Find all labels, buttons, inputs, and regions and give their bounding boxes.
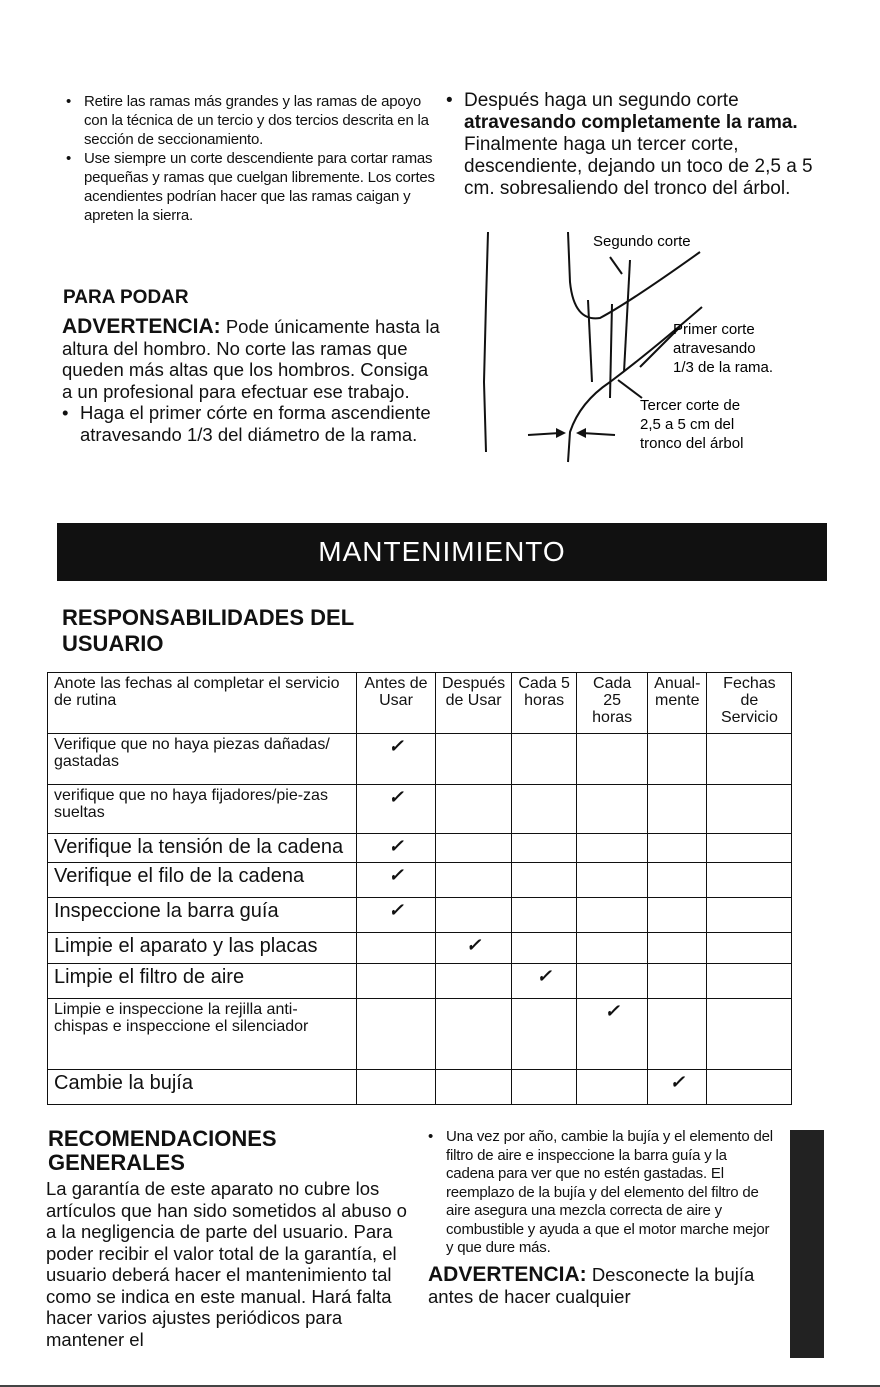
header-yearly: Anual-mente	[648, 673, 707, 734]
check-mark-cell	[357, 898, 436, 933]
heading-line-1: RESPONSABILIDADES DEL	[62, 605, 355, 630]
table-header-row	[48, 673, 792, 734]
empty-cell	[648, 933, 707, 964]
empty-cell	[707, 1070, 792, 1105]
empty-cell	[512, 1070, 577, 1105]
empty-cell	[707, 933, 792, 964]
warranty-paragraph: La garantía de este aparato no cubre los artículos que han sido sometidos al abuso o a la negligencia de parte del usuario. Para poder recibir el valor total de la garantía, el usuario deberá hacer el mantenimiento tal como se indica en este manual. Hará falta hacer varios ajustes periódicos para mantener el	[46, 1178, 407, 1350]
second-cut-line	[624, 260, 630, 372]
table-row	[48, 999, 792, 1070]
task-cell: Verifique el filo de la cadena	[48, 863, 357, 898]
bottom-right-column	[428, 1128, 773, 1308]
check-mark-cell	[357, 863, 436, 898]
check-mark-cell	[357, 785, 436, 834]
empty-cell	[648, 898, 707, 933]
check-mark-cell	[357, 734, 436, 785]
label-third-cut-1: Tercer corte de	[640, 397, 741, 414]
check-mark-cell	[577, 999, 648, 1070]
task-cell: Verifique la tensión de la cadena	[48, 834, 357, 863]
header-service-dates: Fechas de Servicio	[707, 673, 792, 734]
empty-cell	[707, 863, 792, 898]
task-cell: Limpie el filtro de aire	[48, 964, 357, 999]
arrow-right-shaft	[582, 433, 615, 435]
empty-cell	[648, 834, 707, 863]
empty-cell	[512, 834, 577, 863]
empty-cell	[357, 999, 436, 1070]
empty-cell	[577, 863, 648, 898]
second-cut-pointer	[610, 257, 622, 274]
disconnect-warning	[428, 1264, 773, 1308]
empty-cell	[436, 999, 512, 1070]
empty-cell	[357, 933, 436, 964]
empty-cell	[512, 734, 577, 785]
task-cell: Verifique que no haya piezas dañadas/ gastadas	[48, 734, 357, 785]
arrow-left-head	[556, 428, 566, 438]
warning-text: Pode únicamente hasta la altura del hombro. No corte las ramas que queden más altas que los hombros. Consiga a un profesional para efectuar ese trabajo.	[62, 316, 440, 402]
check-mark-icon: ✓	[466, 935, 482, 955]
header-before-use: Antes de Usar	[357, 673, 436, 734]
second-cut-paragraph	[446, 90, 814, 200]
table-row	[48, 863, 792, 898]
empty-cell	[707, 834, 792, 863]
arrow-left-shaft	[528, 433, 560, 435]
header-every-25h: Cada 25 horas	[577, 673, 648, 734]
label-third-cut-2: 2,5 a 5 cm del	[640, 416, 735, 433]
user-responsibilities-heading	[62, 605, 462, 657]
bullet-remove-branches: • Retire las ramas más grandes y las ramas de apoyo con la técnica de un tercio y dos tercios descrita en la sección de seccionamiento.	[66, 92, 436, 149]
empty-cell	[577, 734, 648, 785]
empty-cell	[512, 999, 577, 1070]
empty-cell	[357, 964, 436, 999]
maintenance-banner	[57, 523, 827, 581]
empty-cell	[436, 898, 512, 933]
check-mark-cell	[512, 964, 577, 999]
empty-cell	[707, 898, 792, 933]
bullet-yearly-replace: • Una vez por año, cambie la bujía y el elemento del filtro de aire e inspeccione la barra guía y la cadena para ver que no estén gastadas. El reemplazo de la bujía y del elemento del filtro de aire asegura una mezcla correcta de aire y combustible y ayuda a que el motor marche mejor y que dure más.	[428, 1128, 773, 1258]
empty-cell	[648, 964, 707, 999]
side-thumb-tab	[790, 1130, 824, 1358]
empty-cell	[436, 863, 512, 898]
empty-cell	[436, 964, 512, 999]
warning-label-2: ADVERTENCIA:	[428, 1262, 587, 1286]
pruning-heading: PARA PODAR	[63, 287, 189, 308]
maintenance-schedule-table	[47, 672, 792, 1105]
empty-cell	[512, 785, 577, 834]
table-row	[48, 964, 792, 999]
third-cut-line	[610, 304, 612, 398]
check-mark-icon: ✓	[388, 787, 404, 807]
empty-cell	[436, 734, 512, 785]
empty-cell	[707, 964, 792, 999]
label-third-cut-3: tronco del árbol	[640, 435, 744, 452]
cutting-diagram	[470, 222, 800, 467]
check-mark-icon: ✓	[536, 966, 552, 986]
pruning-warning	[62, 316, 442, 402]
empty-cell	[648, 999, 707, 1070]
label-first-cut-1: Primer corte	[673, 321, 755, 338]
empty-cell	[577, 898, 648, 933]
table-body	[48, 734, 792, 1105]
label-first-cut-2: atravesando	[673, 340, 756, 357]
bullet-first-cut: • Haga el primer córte en forma ascendiente atravesando 1/3 del diámetro de la rama.	[62, 402, 442, 445]
pruning-section	[62, 316, 442, 445]
general-recommendations-heading	[48, 1127, 277, 1175]
check-mark-icon: ✓	[669, 1072, 685, 1092]
warning-text-2: Desconecte la bujía antes de hacer cualquier	[428, 1263, 755, 1307]
check-mark-cell	[648, 1070, 707, 1105]
empty-cell	[648, 734, 707, 785]
header-after-use: Después de Usar	[436, 673, 512, 734]
table-row	[48, 1070, 792, 1105]
maintenance-title: MANTENIMIENTO	[318, 536, 566, 567]
check-mark-icon: ✓	[604, 1001, 620, 1021]
check-mark-cell	[436, 933, 512, 964]
empty-cell	[577, 785, 648, 834]
header-task: Anote las fechas al completar el servicio de rutina	[48, 673, 357, 734]
heading-line-2: USUARIO	[62, 631, 164, 656]
second-cut-text: Después haga un segundo corte	[464, 90, 739, 111]
task-cell: Cambie la bujía	[48, 1070, 357, 1105]
empty-cell	[357, 1070, 436, 1105]
empty-cell	[436, 834, 512, 863]
check-mark-icon: ✓	[388, 900, 404, 920]
top-left-bullets	[66, 92, 436, 225]
label-second-cut: Segundo corte	[593, 233, 691, 250]
check-mark-icon: ✓	[388, 836, 404, 856]
first-cut-line	[588, 300, 592, 382]
empty-cell	[436, 785, 512, 834]
empty-cell	[707, 734, 792, 785]
header-every-5h: Cada 5 horas	[512, 673, 577, 734]
empty-cell	[577, 834, 648, 863]
table-row	[48, 834, 792, 863]
tree-trunk-line	[484, 232, 488, 452]
empty-cell	[577, 964, 648, 999]
empty-cell	[707, 999, 792, 1070]
check-mark-icon: ✓	[388, 865, 404, 885]
empty-cell	[707, 785, 792, 834]
rec-heading-line-2: GENERALES	[48, 1150, 185, 1175]
table-row	[48, 734, 792, 785]
table-row	[48, 785, 792, 834]
rec-heading-line-1: RECOMENDACIONES	[48, 1126, 277, 1151]
bullet-downward-cut: • Use siempre un corte descendiente para cortar ramas pequeñas y ramas que cuelgan libremente. Los cortes acendientes podrían hacer que las ramas caigan y apreten la sierra.	[66, 149, 436, 225]
empty-cell	[436, 1070, 512, 1105]
empty-cell	[512, 863, 577, 898]
task-cell: Inspeccione la barra guía	[48, 898, 357, 933]
table-row	[48, 898, 792, 933]
empty-cell	[648, 785, 707, 834]
task-cell: Limpie e inspeccione la rejilla anti-chispas e inspeccione el silenciador	[48, 999, 357, 1070]
third-cut-text: Finalmente haga un tercer corte, descendiente, dejando un toco de 2,5 a 5 cm. sobresaliendo del tronco del árbol.	[464, 134, 813, 199]
check-mark-cell	[357, 834, 436, 863]
empty-cell	[512, 933, 577, 964]
third-cut-pointer	[618, 380, 642, 398]
label-first-cut-3: 1/3 de la rama.	[673, 359, 774, 376]
empty-cell	[512, 898, 577, 933]
check-mark-icon: ✓	[388, 736, 404, 756]
task-cell: Limpie el aparato y las placas	[48, 933, 357, 964]
table-row	[48, 933, 792, 964]
empty-cell	[577, 1070, 648, 1105]
arrow-right-head	[576, 428, 586, 438]
empty-cell	[648, 863, 707, 898]
warning-label: ADVERTENCIA:	[62, 315, 221, 338]
task-cell: verifique que no haya fijadores/pie-zas sueltas	[48, 785, 357, 834]
second-cut-bold: atravesando completamente la rama.	[464, 112, 798, 133]
empty-cell	[577, 933, 648, 964]
